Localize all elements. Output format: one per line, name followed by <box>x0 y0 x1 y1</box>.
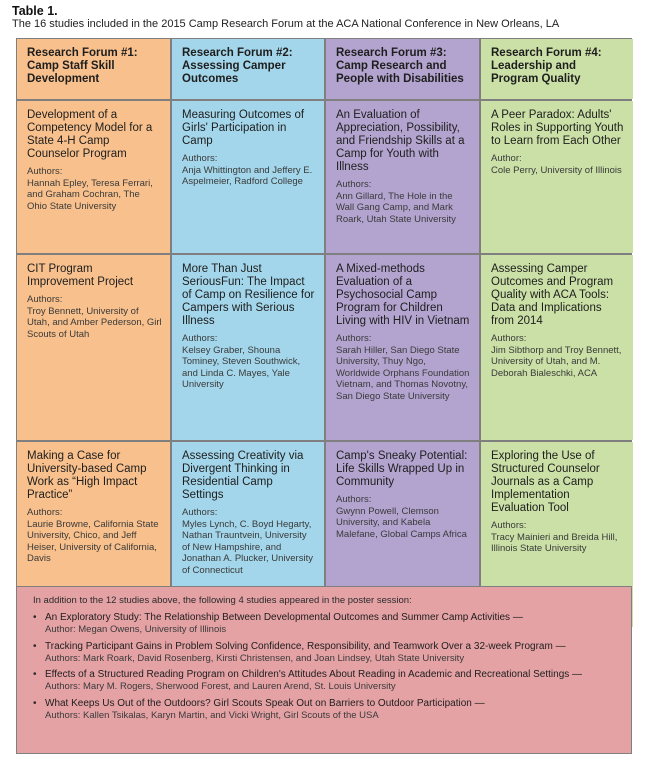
study-authors: Ann Gillard, The Hole in the Wall Gang Camp, and Mark Roark, Utah State University <box>336 190 456 225</box>
study-title: Assessing Camper Outcomes and Program Quality with ACA Tools: Data and Implications from 2014 <box>491 263 614 327</box>
study-title: A Mixed-methods Evaluation of a Psychosocial Camp Program for Children Living with HIV in Vietnam <box>336 263 470 327</box>
poster-item <box>33 669 617 693</box>
study-title: Making a Case for University-based Camp Work as “High Impact Practice” <box>27 450 147 501</box>
authors-label: Authors: <box>27 166 63 177</box>
poster-item <box>33 612 617 636</box>
study-authors: Sarah Hiller, San Diego State University, Thuy Ngo, Worldwide Orphans Foundation Vietnam, and Thomas Novotny, San Diego State University <box>336 344 470 402</box>
bullet-icon: • <box>33 640 37 652</box>
poster-title: Effects of a Structured Reading Program on Children's Attitudes About Reading in Academic and Recreational Settings — <box>45 669 583 680</box>
poster-title: What Keeps Us Out of the Outdoors? Girl Scouts Speak Out on Barriers to Outdoor Participation — <box>45 697 485 709</box>
study-cell <box>17 101 170 253</box>
study-authors: Hannah Epley, Teresa Ferrari, and Graham Cochran, The Ohio State University <box>27 177 153 212</box>
table-caption <box>12 4 642 31</box>
study-cell <box>17 255 170 440</box>
study-cell <box>326 101 479 253</box>
study-authors: Kelsey Graber, Shouna Tominey, Steven Southwick, and Linda C. Mayes, Yale University <box>182 344 301 390</box>
authors-label: Authors: <box>491 333 527 344</box>
study-cell <box>481 255 633 440</box>
study-authors: Tracy Mainieri and Breida Hill, Illinois State University <box>491 531 618 554</box>
authors-label: Authors: <box>336 179 372 190</box>
study-cell <box>172 255 324 440</box>
poster-title: Tracking Participant Gains in Problem Solving Confidence, Responsibility, and Teamwork Over a 32-week Program — <box>45 640 566 652</box>
forum-header-text: Research Forum #3: Camp Research and People with Disabilities <box>336 47 464 85</box>
authors-label: Authors: <box>336 333 372 344</box>
poster-item <box>33 641 617 665</box>
study-title: Camp's Sneaky Potential: Life Skills Wrapped Up in Community <box>336 450 468 488</box>
authors-label: Authors: <box>182 153 218 164</box>
study-title: Assessing Creativity via Divergent Thinking in Residential Camp Settings <box>182 450 304 501</box>
poster-title: An Exploratory Study: The Relationship Between Developmental Outcomes and Summer Camp Activities — <box>45 612 523 623</box>
table-label: Table 1. <box>12 4 58 18</box>
forum-3-header <box>326 39 479 99</box>
forum-1-header <box>17 39 170 99</box>
study-title: An Evaluation of Appreciation, Possibility, and Friendship Skills at a Camp for Youth with Illness <box>336 109 465 173</box>
study-title: More Than Just SeriousFun: The Impact of Camp on Resilience for Campers with Serious Illness <box>182 263 315 327</box>
study-authors: Myles Lynch, C. Boyd Hegarty, Nathan Trauntvein, University of New Hampshire, and Jonathan A. Plucker, University of Connecticut <box>182 518 313 576</box>
study-authors: Cole Perry, University of Illinois <box>491 164 622 176</box>
authors-label: Authors: <box>27 294 63 305</box>
authors-label: Authors: <box>491 520 527 531</box>
study-cell <box>172 101 324 253</box>
forum-header-text: Research Forum #2: Assessing Camper Outcomes <box>182 47 293 85</box>
study-cell <box>326 255 479 440</box>
study-title: A Peer Paradox: Adults' Roles in Supporting Youth to Learn from Each Other <box>491 109 624 147</box>
study-authors: Jim Sibthorp and Troy Bennett, University of Utah, and M. Deborah Bialeschki, ACA <box>491 344 622 379</box>
study-authors: Gwynn Powell, Clemson University, and Kabela Malefane, Global Camps Africa <box>336 505 467 540</box>
authors-label: Authors: <box>182 507 218 518</box>
poster-authors: Authors: Mary M. Rogers, Sherwood Forest, and Lauren Arend, St. Louis University <box>45 681 396 692</box>
table-caption-text: The 16 studies included in the 2015 Camp Research Forum at the ACA National Conference in New Orleans, LA <box>12 18 560 30</box>
study-title: Development of a Competency Model for a State 4-H Camp Counselor Program <box>27 109 153 160</box>
bullet-icon: • <box>33 697 37 709</box>
authors-label: Authors: <box>182 333 218 344</box>
authors-label: Authors: <box>336 494 372 505</box>
poster-intro: In addition to the 12 studies above, the following 4 studies appeared in the poster session: <box>33 595 412 606</box>
study-title: Exploring the Use of Structured Counselor Journals as a Camp Implementation Evaluation Tool <box>491 450 600 514</box>
poster-authors: Authors: Kallen Tsikalas, Karyn Martin, and Vicki Wright, Girl Scouts of the USA <box>45 709 379 721</box>
study-title: Measuring Outcomes of Girls' Participation in Camp <box>182 109 305 147</box>
authors-label: Authors: <box>27 507 63 518</box>
poster-session-box <box>16 586 632 754</box>
poster-authors: Authors: Mark Roark, David Rosenberg, Kirsti Christensen, and Joan Lindsey, Utah State University <box>45 652 465 664</box>
forum-2-header <box>172 39 324 99</box>
poster-item <box>33 698 617 722</box>
forum-header-text: Research Forum #4: Leadership and Program Quality <box>491 47 602 85</box>
study-authors: Laurie Browne, California State University, Chico, and Jeff Heiser, University of California, Davis <box>27 518 159 564</box>
study-title: CIT Program Improvement Project <box>27 263 134 288</box>
study-authors: Troy Bennett, University of Utah, and Amber Pederson, Girl Scouts of Utah <box>27 305 162 340</box>
poster-authors: Author: Megan Owens, University of Illinois <box>45 624 227 635</box>
study-authors: Anja Whittington and Jeffery E. Aspelmeier, Radford College <box>182 164 313 187</box>
forum-4-header <box>481 39 633 99</box>
studies-table <box>16 38 632 628</box>
bullet-icon: • <box>33 612 37 623</box>
forum-header-text: Research Forum #1: Camp Staff Skill Development <box>27 47 138 85</box>
study-cell <box>481 101 633 253</box>
bullet-icon: • <box>33 669 37 680</box>
author-label: Author: <box>491 153 522 164</box>
